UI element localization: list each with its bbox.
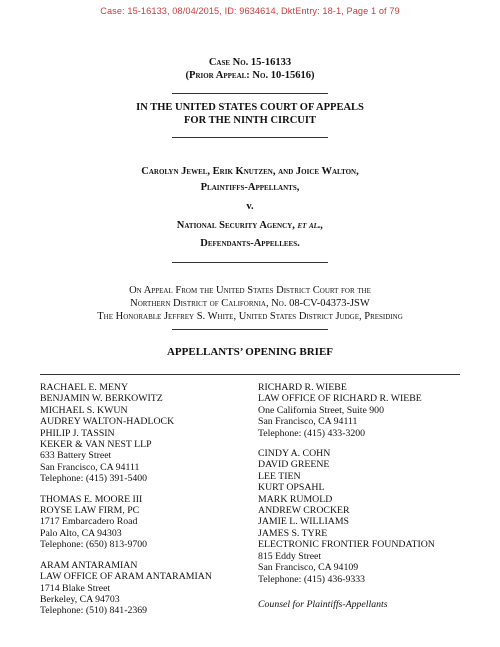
defendants-name bbox=[0, 219, 500, 232]
counsel-line: MARK RUMOLD bbox=[258, 493, 333, 505]
counsel-line: ELECTRONIC FRONTIER FOUNDATION bbox=[258, 539, 435, 551]
counsel-line: ANDREW CROCKER bbox=[258, 505, 350, 517]
ecf-header-stamp: Case: 15-16133, 08/04/2015, ID: 9634614, DktEntry: 18-1, Page 1 of 79 bbox=[100, 6, 400, 16]
section-divider bbox=[40, 374, 460, 375]
counsel-line: Telephone: (415) 436-9333 bbox=[258, 573, 366, 585]
court-name-line1: IN THE UNITED STATES COURT OF APPEALS bbox=[136, 102, 364, 113]
counsel-line: Telephone: (415) 433-3200 bbox=[258, 427, 366, 439]
counsel-block-wiebe bbox=[258, 382, 435, 439]
divider bbox=[172, 93, 328, 94]
counsel-line: JAMIE L. WILLIAMS bbox=[258, 516, 349, 528]
counsel-for-label: Counsel for Plaintiffs-Appellants bbox=[258, 599, 388, 610]
counsel-line: ROYSE LAW FIRM, PC bbox=[40, 505, 140, 517]
appeal-info-line3: The Honorable Jeffrey S. White, United States District Judge, Presiding bbox=[97, 311, 403, 322]
counsel-line: 1717 Embarcadero Road bbox=[40, 516, 138, 528]
divider bbox=[172, 262, 328, 263]
counsel-line: AUDREY WALTON-HADLOCK bbox=[40, 416, 175, 428]
appeal-info-line1: On Appeal From the United States District Court for the bbox=[129, 285, 371, 296]
counsel-line: Telephone: (510) 841-2369 bbox=[40, 605, 148, 617]
counsel-line: JAMES S. TYRE bbox=[258, 527, 328, 539]
defendants-role: Defendants-Appellees. bbox=[200, 238, 300, 249]
counsel-line: LAW OFFICE OF ARAM ANTARAMIAN bbox=[40, 571, 212, 583]
prior-appeal: (Prior Appeal: No. 10-15616) bbox=[185, 70, 315, 81]
counsel-line: Telephone: (415) 391-5400 bbox=[40, 473, 148, 485]
counsel-line: RICHARD R. WIEBE bbox=[258, 382, 347, 393]
counsel-line: Palo Alto, CA 94303 bbox=[40, 527, 122, 539]
counsel-line: 1714 Blake Street bbox=[40, 582, 111, 594]
counsel-line: BENJAMIN W. BERKOWITZ bbox=[40, 393, 163, 405]
counsel-right-column bbox=[258, 382, 435, 585]
divider bbox=[172, 329, 328, 330]
case-number: Case No. 15-16133 bbox=[208, 57, 292, 68]
counsel-line: ARAM ANTARAMIAN bbox=[40, 559, 138, 571]
plaintiffs-role: Plaintiffs-Appellants, bbox=[200, 182, 300, 193]
counsel-line: Berkeley, CA 94703 bbox=[40, 593, 120, 605]
counsel-line: DAVID GREENE bbox=[258, 459, 330, 471]
counsel-line: PHILIP J. TASSIN bbox=[40, 427, 115, 439]
counsel-line: THOMAS E. MOORE III bbox=[40, 493, 143, 505]
counsel-left-column bbox=[40, 382, 212, 617]
counsel-line: 633 Battery Street bbox=[40, 450, 112, 462]
counsel-block-keker bbox=[40, 382, 212, 485]
court-name-line2: FOR THE NINTH CIRCUIT bbox=[184, 115, 316, 126]
plaintiffs-names: Carolyn Jewel, Erik Knutzen, and Joice Walton, bbox=[141, 166, 359, 177]
counsel-line: 815 Eddy Street bbox=[258, 550, 322, 562]
counsel-line: LEE TIEN bbox=[258, 470, 301, 482]
counsel-block-royse bbox=[40, 494, 212, 551]
counsel-line: San Francisco, CA 94111 bbox=[258, 416, 358, 428]
counsel-block-antaramian bbox=[40, 560, 212, 617]
counsel-block-eff bbox=[258, 448, 435, 585]
divider bbox=[172, 137, 328, 138]
counsel-line: San Francisco, CA 94111 bbox=[40, 461, 140, 473]
counsel-line: CINDY A. COHN bbox=[258, 448, 331, 460]
counsel-line: MICHAEL S. KWUN bbox=[40, 404, 128, 416]
counsel-line: San Francisco, CA 94109 bbox=[258, 562, 359, 574]
counsel-line: LAW OFFICE OF RICHARD R. WIEBE bbox=[258, 393, 422, 405]
defendants-agency: National Security Agency, bbox=[176, 220, 295, 231]
counsel-line: Telephone: (650) 813-9700 bbox=[40, 539, 148, 551]
counsel-line: One California Street, Suite 900 bbox=[258, 404, 384, 416]
counsel-line: KURT OPSAHL bbox=[258, 482, 325, 494]
brief-title: APPELLANTS’ OPENING BRIEF bbox=[166, 346, 334, 358]
appeal-info-line2: Northern District of California, No. 08-CV-04373-JSW bbox=[130, 298, 370, 309]
counsel-line: RACHAEL E. MENY bbox=[40, 382, 129, 393]
versus: v. bbox=[246, 201, 254, 212]
counsel-line: KEKER & VAN NEST LLP bbox=[40, 439, 152, 451]
defendants-et-al: et al., bbox=[297, 220, 324, 231]
